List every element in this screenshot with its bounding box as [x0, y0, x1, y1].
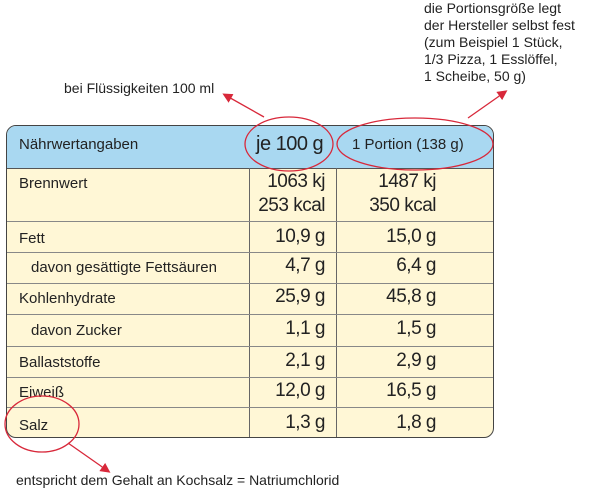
row-divider — [7, 252, 493, 253]
row-divider — [7, 221, 493, 222]
fiber-per100: 2,1 g — [285, 350, 325, 371]
header-nutrition-label: Nährwertangaben — [19, 136, 139, 153]
row-label-fat: Fett — [19, 230, 45, 247]
carbohydrates-portion: 45,8 g — [386, 286, 436, 307]
protein-per100: 12,0 g — [275, 380, 325, 401]
serving-size-note: die Portionsgröße legt der Hersteller selbst fest (zum Beispiel 1 Stück, 1/3 Pizza, 1 Esslöffel, 1 Scheibe, 50 g) — [424, 0, 575, 84]
salt-note: entspricht dem Gehalt an Kochsalz = Natriumchlorid — [16, 472, 340, 488]
saturated-fat-per100: 4,7 g — [285, 255, 325, 276]
row-divider — [7, 407, 493, 408]
salt-note-arrow — [68, 443, 108, 471]
row-label-energy: Brennwert — [19, 175, 88, 192]
serving-note-arrow — [468, 92, 505, 118]
row-divider — [7, 346, 493, 347]
fat-portion: 15,0 g — [386, 226, 436, 247]
energy-per100-kj: 1063 kj — [267, 171, 325, 192]
header-per-portion: 1 Portion (138 g) — [352, 136, 464, 153]
sugar-per100: 1,1 g — [285, 318, 325, 339]
row-label-sugar: davon Zucker — [31, 322, 122, 339]
row-label-saturated-fat: davon gesättigte Fettsäuren — [31, 259, 217, 276]
liquid-note-arrow — [225, 95, 264, 117]
row-label-protein: Eiweiß — [19, 384, 65, 401]
nutrition-table — [6, 125, 494, 438]
row-label-fiber: Ballaststoffe — [19, 354, 101, 371]
row-label-carbohydrates: Kohlenhydrate — [19, 290, 116, 307]
energy-portion-kj: 1487 kj — [378, 171, 436, 192]
liquid-note: bei Flüssigkeiten 100 ml — [64, 80, 215, 96]
fiber-portion: 2,9 g — [396, 350, 436, 371]
row-divider — [7, 377, 493, 378]
carbohydrates-per100: 25,9 g — [275, 286, 325, 307]
header-per-100g: je 100 g — [256, 133, 324, 155]
salt-portion: 1,8 g — [396, 412, 436, 433]
fat-per100: 10,9 g — [275, 226, 325, 247]
saturated-fat-portion: 6,4 g — [396, 255, 436, 276]
row-label-salt: Salz — [19, 417, 49, 434]
table-header — [7, 126, 493, 169]
protein-portion: 16,5 g — [386, 380, 436, 401]
energy-portion-kcal: 350 kcal — [369, 195, 436, 216]
row-divider — [7, 283, 493, 284]
row-divider — [7, 314, 493, 315]
sugar-portion: 1,5 g — [396, 318, 436, 339]
salt-per100: 1,3 g — [285, 412, 325, 433]
energy-per100-kcal: 253 kcal — [258, 195, 325, 216]
